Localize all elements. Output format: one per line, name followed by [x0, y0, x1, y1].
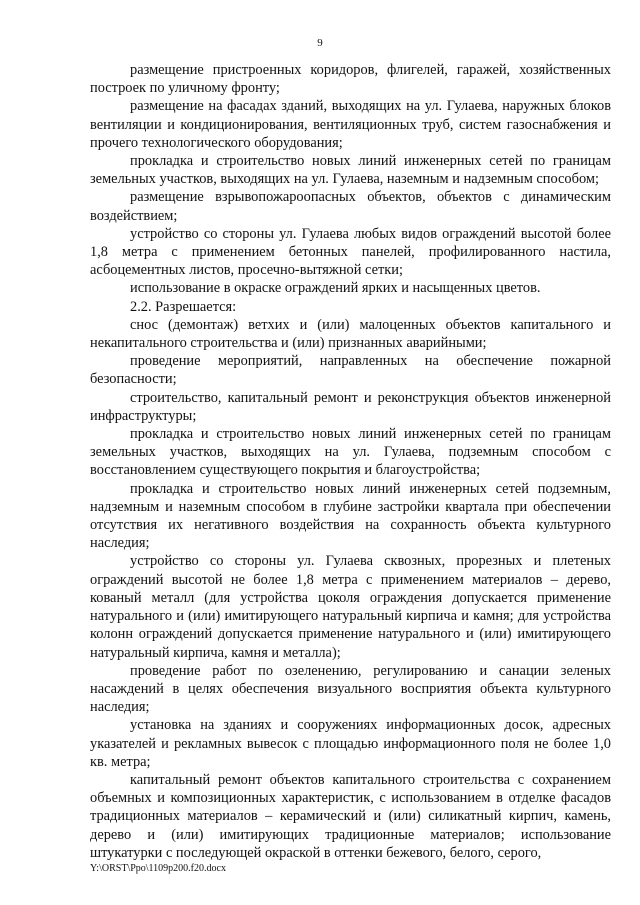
- paragraph: устройство со стороны ул. Гулаева сквозных, прорезных и плетеных ограждений высотой не более 1,8 метра с применением материалов – дерево, кованый металл (для устройства цоколя ограждения допускается применение натурального и (или) имитирующего натуральный кирпича и камня; для устройства колонн ограждений допускается применение натурального и (или) имитирующего натуральный кирпича, камня и металла);: [90, 553, 611, 661]
- paragraph: установка на зданиях и сооружениях информационных досок, адресных указателей и рекламных вывесок с площадью информационного поля не более 1,0 кв. метра;: [90, 717, 611, 770]
- document-body: [90, 61, 611, 862]
- section-heading: 2.2. Разрешается:: [130, 298, 237, 315]
- paragraph: использование в окраске ограждений ярких и насыщенных цветов.: [130, 280, 541, 297]
- paragraph: прокладка и строительство новых линий инженерных сетей подземным, надземным и наземным способом в глубине застройки квартала при обеспечении отсутствия их негативного воздействия на сохранность объекта культурного наследия;: [90, 480, 611, 552]
- paragraph: размещение взрывопожароопасных объектов, объектов с динамическим воздействием;: [90, 189, 611, 224]
- footer-file-path: Y:\ORST\Ppo\1109p200.f20.docx: [90, 863, 226, 874]
- paragraph: проведение мероприятий, направленных на обеспечение пожарной безопасности;: [90, 353, 611, 388]
- paragraph: снос (демонтаж) ветхих и (или) малоценных объектов капитального и некапитального строительства и (или) признанных аварийными;: [90, 316, 611, 352]
- paragraph: прокладка и строительство новых линий инженерных сетей по границам земельных участков, выходящих на ул. Гулаева, наземным и надземным способом;: [90, 153, 611, 188]
- paragraph: устройство со стороны ул. Гулаева любых видов ограждений высотой более 1,8 метра с применением бетонных панелей, профилированного настила, асбоцементных листов, просечно-вытяжной сетки;: [90, 225, 611, 279]
- paragraph: размещение на фасадах зданий, выходящих на ул. Гулаева, наружных блоков вентиляции и кондиционирования, вентиляционных труб, систем газоснабжения и прочего технологического оборудования;: [90, 98, 611, 151]
- paragraph: размещение пристроенных коридоров, флигелей, гаражей, хозяйственных построек по уличному фронту;: [90, 62, 611, 97]
- paragraph: строительство, капитальный ремонт и реконструкция объектов инженерной инфраструктуры;: [90, 389, 611, 424]
- paragraph: капитальный ремонт объектов капитального строительства с сохранением объемных и композиционных характеристик, с использованием в отделке фасадов традиционных материалов – керамический и (или) силикатный кирпич, камень, дерево и (или) имитирующих традиционные материалов; использование штукатурки с последующей окраской в оттенки бежевого, белого, серого,: [90, 771, 611, 861]
- page-number: 9: [317, 37, 323, 49]
- paragraph: прокладка и строительство новых линий инженерных сетей по границам земельных участков, выходящих на ул. Гулаева, подземным способом с восстановлением существующего покрытия и благоустройства;: [90, 426, 611, 479]
- paragraph: проведение работ по озеленению, регулированию и санации зеленых насаждений в целях обеспечения визуального восприятия объекта культурного наследия;: [90, 662, 611, 716]
